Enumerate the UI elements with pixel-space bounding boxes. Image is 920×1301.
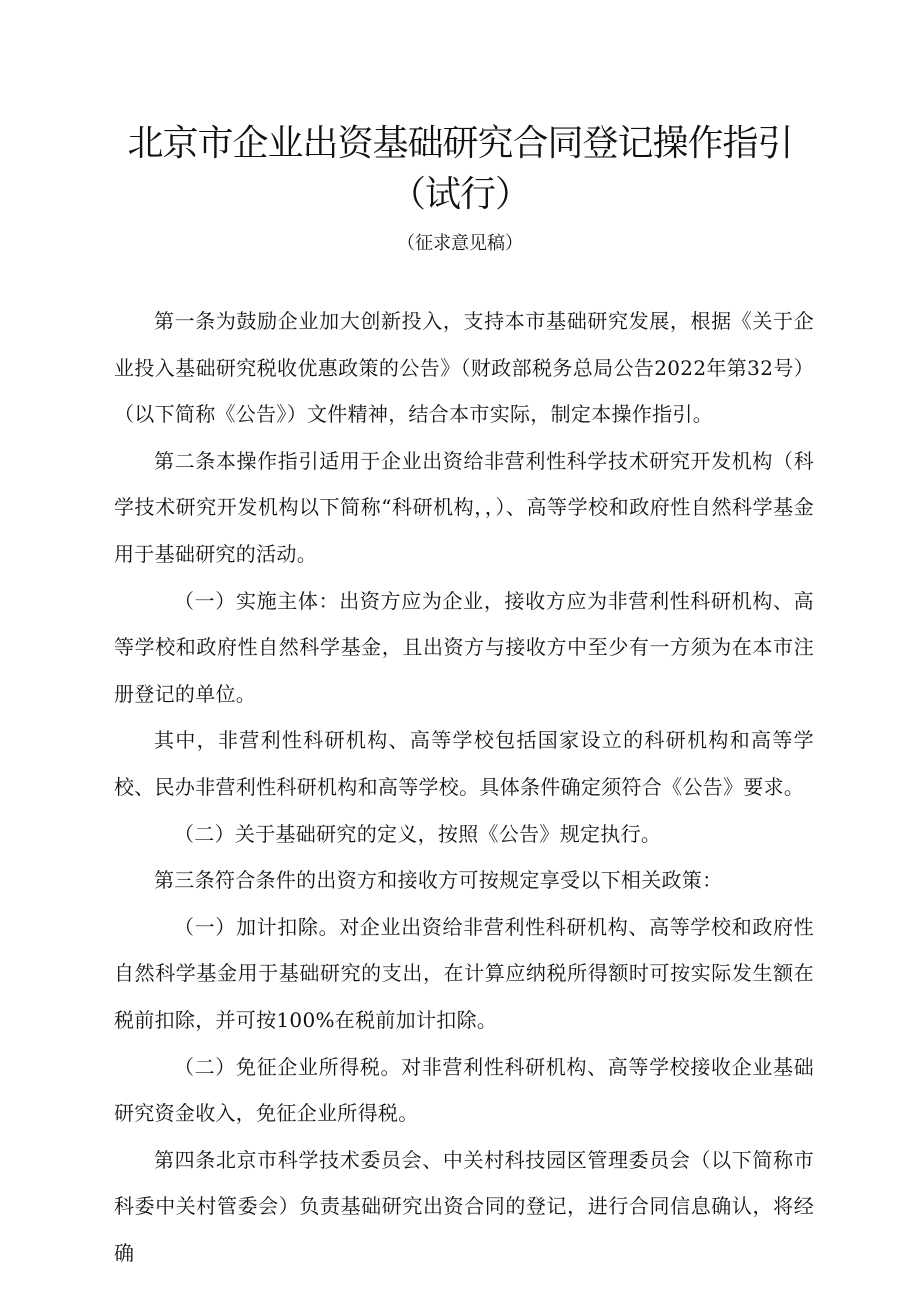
paragraph-article-2: 第二条本操作指引适用于企业出资给非营利性科学技术研究开发机构（科学技术研究开发机构以下简称“科研机构，，）、高等学校和政府性自然科学基金用于基础研究的活动。: [114, 448, 814, 566]
paragraph-article-3-item-1: （一）加计扣除。对企业出资给非营利性科研机构、高等学校和政府性自然科学基金用于基础研究的支出，在计算应纳税所得额时可按实际发生额在税前扣除，并可按100%在税前加计扣除。: [114, 914, 814, 1032]
paragraph-article-1: 第一条为鼓励企业加大创新投入，支持本市基础研究发展，根据《关于企业投入基础研究税收优惠政策的公告》（财政部税务总局公告2022年第32号）（以下简称《公告》）文件精神，结合本市实际，制定本操作指引。: [114, 309, 814, 427]
draft-status-label: （征求意见稿）: [397, 233, 523, 254]
paragraph-article-2-item-2: （二）关于基础研究的定义，按照《公告》规定执行。: [174, 821, 662, 846]
paragraph-article-2-note: 其中，非营利性科研机构、高等学校包括国家设立的科研机构和高等学校、民办非营利性科研机构和高等学校。具体条件确定须符合《公告》要求。: [114, 728, 814, 799]
paragraph-article-2-item-1: （一）实施主体：出资方应为企业，接收方应为非营利性科研机构、高等学校和政府性自然科学基金，且出资方与接收方中至少有一方须为在本市注册登记的单位。: [114, 588, 814, 706]
document-body: [114, 298, 814, 1276]
document-title: 北京市企业出资基础研究合同登记操作指引: [127, 123, 793, 164]
paragraph-article-4: 第四条北京市科学技术委员会、中关村科技园区管理委员会（以下简称市科委中关村管委会）负责基础研究出资合同的登记，进行合同信息确认，将经确: [114, 1147, 814, 1265]
paragraph-article-3: 第三条符合条件的出资方和接收方可按规定享受以下相关政策：: [154, 868, 723, 893]
paragraph-article-3-item-2: （二）免征企业所得税。对非营利性科研机构、高等学校接收企业基础研究资金收入，免征企业所得税。: [114, 1054, 814, 1126]
document-title-note: （试行）: [389, 174, 530, 215]
